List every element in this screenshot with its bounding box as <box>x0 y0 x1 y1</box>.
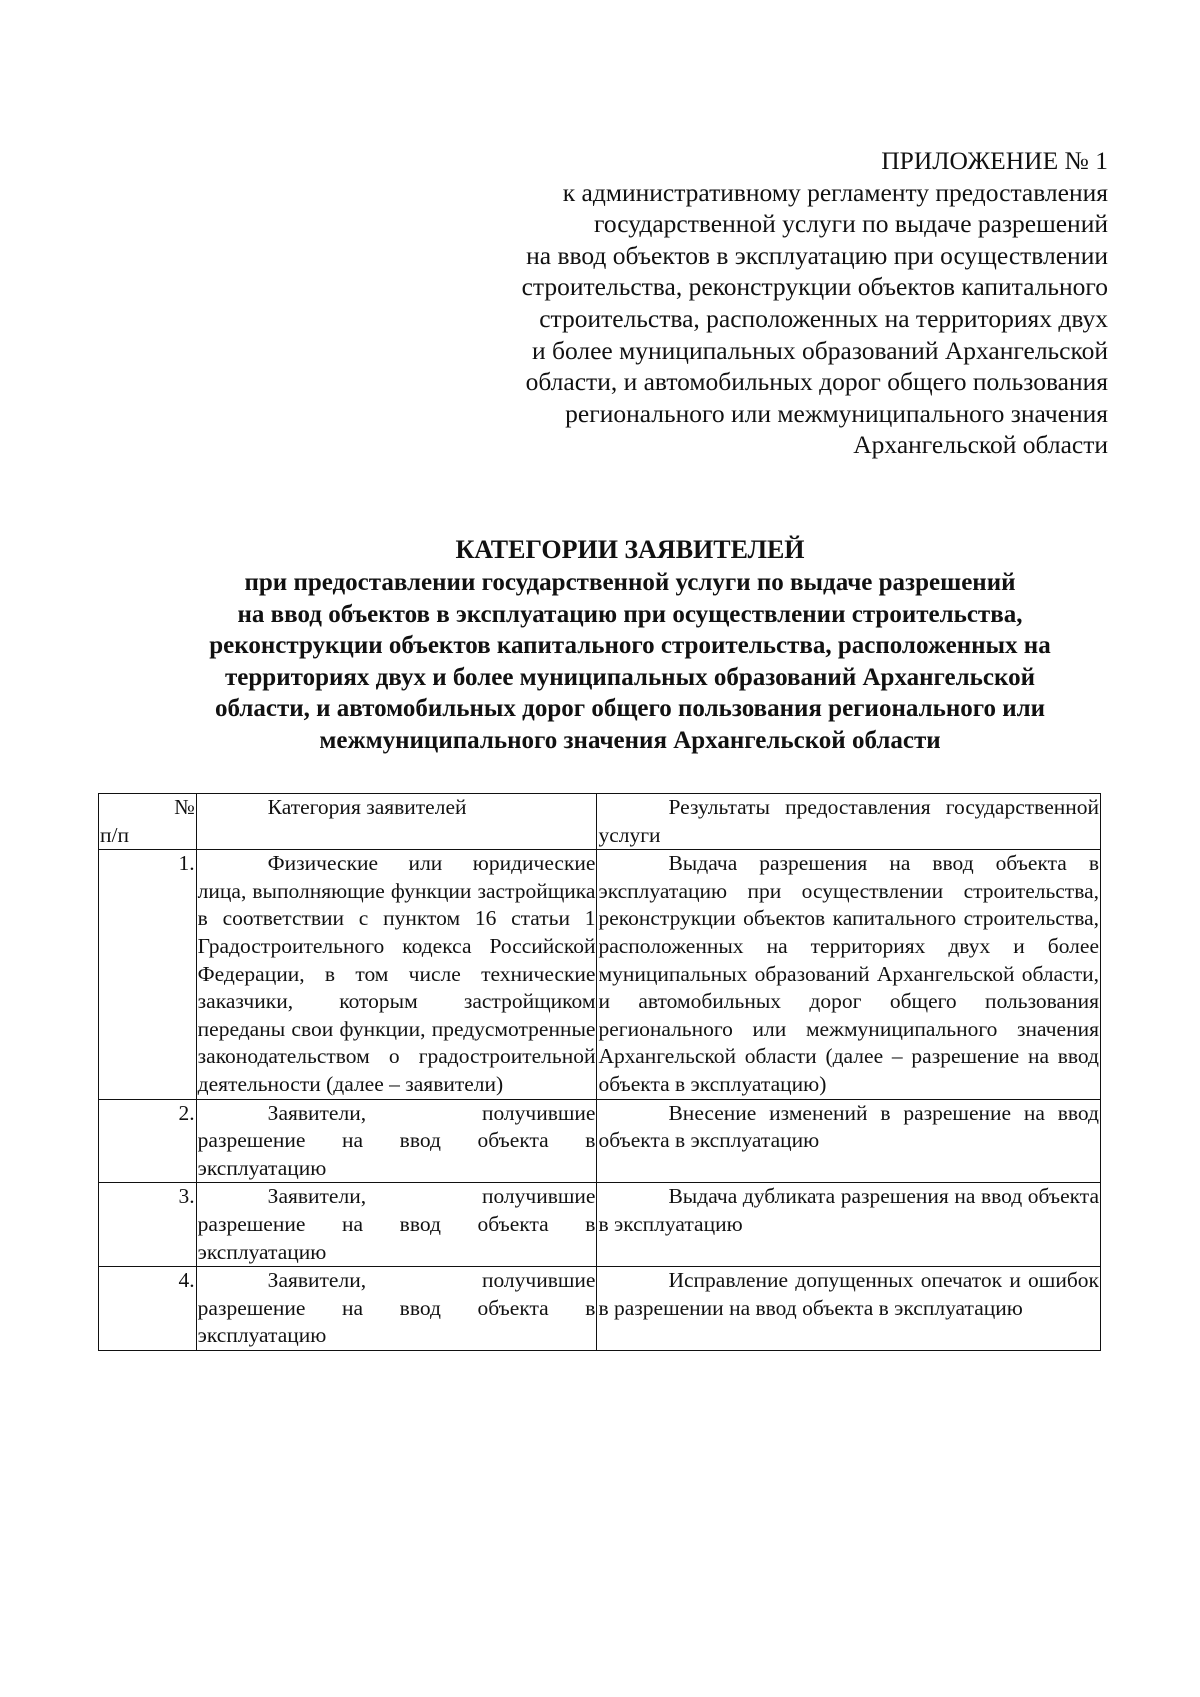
table-row <box>99 1183 1101 1267</box>
header-number-cell <box>99 794 197 850</box>
header-number-abbr: п/п <box>100 822 129 847</box>
appendix-line: к административному регламенту предоставления <box>562 177 1108 207</box>
row-category: Заявители, получившие разрешение на ввод объекта в эксплуатацию <box>196 1183 597 1267</box>
row-result: Выдача разрешения на ввод объекта в эксплуатацию при осуществлении строительства, реконструкции объектов капитального строительства, расположенных на территориях двух и более муниципальных образований Архангельской области, и автомобильных дорог общего пользования регионального или межмуниципального значения Архангельской области (далее – разрешение на ввод объекта в эксплуатацию) <box>597 850 1101 1099</box>
header-category-cell: Категория заявителей <box>196 794 597 850</box>
appendix-line: государственной услуги по выдаче разрешений <box>594 209 1108 239</box>
applicant-categories-table <box>98 793 1101 1351</box>
appendix-line: области, и автомобильных дорог общего пользования <box>525 367 1108 397</box>
row-number: 2. <box>99 1099 197 1183</box>
subtitle-line: на ввод объектов в эксплуатацию при осуществлении строительства, <box>237 600 1023 628</box>
row-result: Исправление допущенных опечаток и ошибок в разрешении на ввод объекта в эксплуатацию <box>597 1267 1101 1351</box>
row-result: Выдача дубликата разрешения на ввод объекта в эксплуатацию <box>597 1183 1101 1267</box>
document-heading <box>150 534 1110 756</box>
header-result-cell: Результаты предоставления государственной услуги <box>597 794 1101 850</box>
appendix-title: ПРИЛОЖЕНИЕ № 1 <box>881 146 1108 175</box>
subtitle-line: реконструкции объектов капитального строительства, расположенных на <box>209 632 1051 659</box>
appendix-line: строительства, реконструкции объектов капитального <box>521 272 1108 302</box>
subtitle-line: области, и автомобильных дорог общего пользования регионального или <box>214 695 1046 722</box>
document-title: КАТЕГОРИИ ЗАЯВИТЕЛЕЙ <box>455 535 805 564</box>
document-subtitle <box>150 567 1110 756</box>
table-row <box>99 1267 1101 1351</box>
header-number-symbol: № <box>174 795 195 819</box>
subtitle-line: при предоставлении государственной услуги по выдаче разрешений <box>244 569 1016 596</box>
subtitle-line: территориях двух и более муниципальных образований Архангельской <box>225 663 1035 691</box>
appendix-block <box>468 145 1108 461</box>
row-category: Заявители, получившие разрешение на ввод объекта в эксплуатацию <box>196 1267 597 1351</box>
table-header-row <box>99 794 1101 850</box>
row-number: 1. <box>99 850 197 1099</box>
appendix-line: строительства, расположенных на территориях двух <box>539 303 1108 333</box>
row-category: Физические или юридические лица, выполняющие функции застройщика в соответствии с пунктом 16 статьи 1 Градостроительного кодекса Российской Федерации, в том числе технические заказчики, которым застройщиком переданы свои функции, предусмотренные законодательством о градостроительной деятельности (далее – заявители) <box>196 850 597 1099</box>
appendix-line: на ввод объектов в эксплуатацию при осуществлении <box>526 240 1108 270</box>
row-category: Заявители, получившие разрешение на ввод объекта в эксплуатацию <box>196 1099 597 1183</box>
table-row <box>99 1099 1101 1183</box>
row-number: 4. <box>99 1267 197 1351</box>
row-result: Внесение изменений в разрешение на ввод объекта в эксплуатацию <box>597 1099 1101 1183</box>
row-number: 3. <box>99 1183 197 1267</box>
appendix-line: Архангельской области <box>853 430 1108 460</box>
appendix-line: и более муниципальных образований Архангельской <box>531 335 1108 365</box>
table-row <box>99 850 1101 1099</box>
subtitle-line: межмуниципального значения Архангельской области <box>319 726 941 754</box>
appendix-line: регионального или межмуниципального значения <box>565 398 1108 428</box>
